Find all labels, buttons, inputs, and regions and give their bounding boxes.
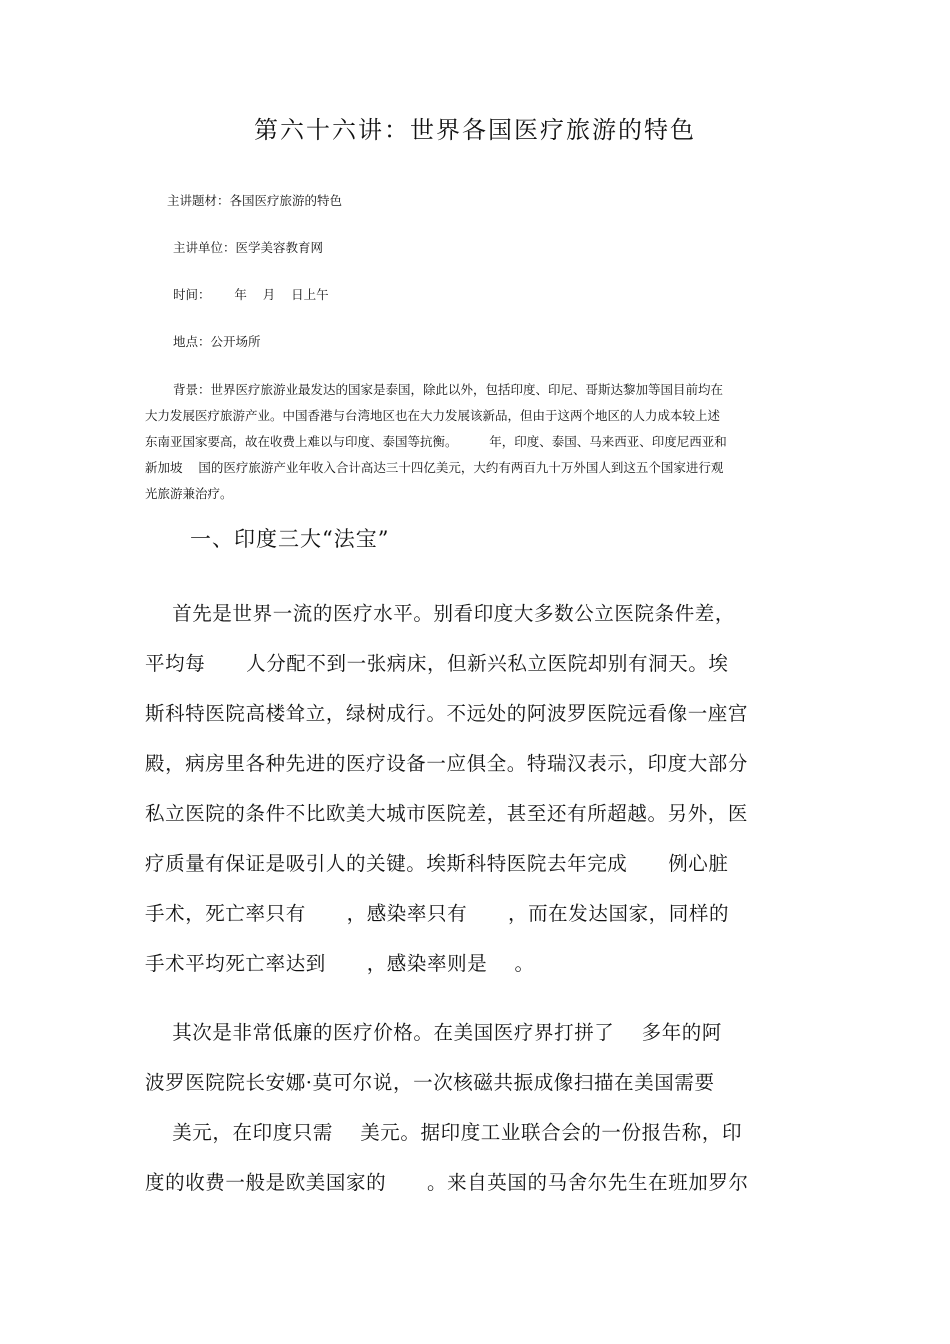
- paragraph-line: 疗质量有保证是吸引人的关键。埃斯科特医院去年完成 例心脏: [145, 852, 729, 875]
- page-title: 第六十六讲：世界各国医疗旅游的特色: [254, 116, 696, 144]
- background-line: 背景：世界医疗旅游业最发达的国家是泰国，除此以外，包括印度、印尼、哥斯达黎加等国目前均在: [173, 382, 724, 397]
- paragraph-line: 首先是世界一流的医疗水平。别看印度大多数公立医院条件差，: [145, 602, 735, 625]
- meta-location: 地点：公开场所: [173, 334, 261, 349]
- paragraph-line: 平均每 人分配不到一张病床，但新兴私立医院却别有洞天。埃: [145, 652, 729, 675]
- background-line: 东南亚国家要高，故在收费上难以与印度、泰国等抗衡。 年，印度、泰国、马来西亚、印度尼西亚和: [145, 434, 727, 449]
- paragraph-line: 手术平均死亡率达到 ，感染率则是 。: [145, 952, 535, 975]
- paragraph-line: 度的收费一般是欧美国家的 。来自英国的马舍尔先生在班加罗尔: [145, 1171, 749, 1194]
- meta-organizer: 主讲单位：医学美容教育网: [173, 240, 324, 255]
- background-paragraph: [145, 377, 810, 507]
- paragraph-line: 其次是非常低廉的医疗价格。在美国医疗界打拼了 多年的阿: [145, 1021, 722, 1044]
- paragraph-line: 波罗医院院长安娜·莫可尔说，一次核磁共振成像扫描在美国需要: [145, 1071, 715, 1094]
- body-paragraph-1: [145, 589, 810, 989]
- body-paragraph-2: [145, 1008, 810, 1208]
- meta-time: 时间： 年 月 日上午: [173, 287, 329, 302]
- paragraph-line: 殿，病房里各种先进的医疗设备一应俱全。特瑞汉表示，印度大部分: [145, 752, 749, 775]
- section-heading: 一、印度三大“法宝”: [190, 527, 390, 551]
- background-line: 光旅游兼治疗。: [145, 486, 233, 501]
- paragraph-line: 美元，在印度只需 美元。据印度工业联合会的一份报告称，印: [145, 1121, 743, 1144]
- paragraph-line: 私立医院的条件不比欧美大城市医院差，甚至还有所超越。另外，医: [145, 802, 749, 825]
- background-line: 新加坡 国的医疗旅游产业年收入合计高达三十四亿美元，大约有两百九十万外国人到这五个国家进行观: [145, 460, 724, 475]
- paragraph-line: 手术，死亡率只有 ，感染率只有 ，而在发达国家，同样的: [145, 902, 730, 925]
- background-line: 大力发展医疗旅游产业。中国香港与台湾地区也在大力发展该新品，但由于这两个地区的人力成本较上述: [145, 408, 721, 423]
- meta-topic: 主讲题材：各国医疗旅游的特色: [167, 193, 343, 208]
- paragraph-line: 斯科特医院高楼耸立，绿树成行。不远处的阿波罗医院远看像一座宫: [145, 702, 749, 725]
